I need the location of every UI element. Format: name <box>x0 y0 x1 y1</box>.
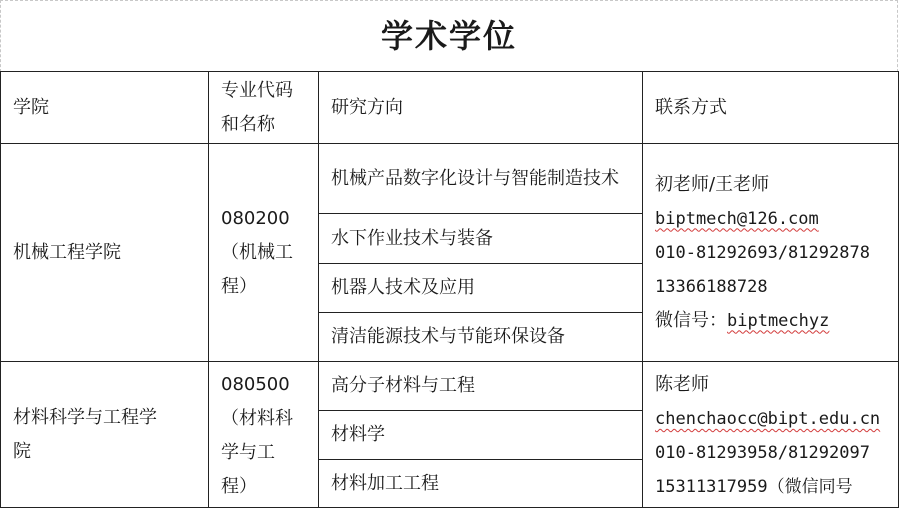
major-cell <box>209 362 319 508</box>
title-bar <box>0 0 898 72</box>
direction-cell: 机器人技术及应用 <box>319 264 643 313</box>
direction-cell: 水下作业技术与装备 <box>319 214 643 264</box>
major-name-line2: 学与工 <box>221 442 275 463</box>
direction-cell: 机械产品数字化设计与智能制造技术 <box>319 144 643 214</box>
contact-mobile: 15311317959（微信同号 <box>655 477 853 497</box>
programs-table <box>0 71 899 508</box>
contact-phone: 010-81292693/81292878 <box>655 242 870 263</box>
contact-cell <box>643 362 899 508</box>
major-name-line1: （材料科 <box>221 408 293 429</box>
header-major-line1: 专业代码 <box>221 79 293 101</box>
header-major-line2: 和名称 <box>221 113 275 135</box>
contact-email[interactable] <box>655 402 886 436</box>
direction-cell: 材料加工工程 <box>319 460 643 508</box>
college-cell <box>1 362 209 508</box>
major-code: 080200 <box>221 207 290 229</box>
contact-cell <box>643 144 899 362</box>
direction-cell: 清洁能源技术与节能环保设备 <box>319 313 643 362</box>
email-link[interactable]: chenchaocc@bipt.edu.cn <box>655 409 881 429</box>
table-row <box>1 362 899 411</box>
email-link[interactable]: biptmech@126.com <box>655 208 819 229</box>
contact-person: 初老师/王老师 <box>655 173 770 195</box>
direction-cell: 材料学 <box>319 411 643 460</box>
header-college: 学院 <box>1 72 209 144</box>
major-name-line3: 程） <box>221 476 257 497</box>
contact-person: 陈老师 <box>655 374 709 395</box>
contact-wechat <box>655 304 886 338</box>
college-line1: 材料科学与工程学 <box>13 406 157 428</box>
contact-mobile: 13366188728 <box>655 276 768 297</box>
major-cell <box>209 144 319 362</box>
header-contact: 联系方式 <box>643 72 899 144</box>
page-title: 学术学位 <box>380 16 517 55</box>
contact-email[interactable] <box>655 202 886 236</box>
header-major <box>209 72 319 144</box>
college-line2: 院 <box>13 440 31 462</box>
table-row <box>1 144 899 214</box>
major-name-line2: 程） <box>221 275 257 297</box>
wechat-id: biptmechyz <box>727 310 830 331</box>
college-cell: 机械工程学院 <box>1 144 209 362</box>
table-header-row <box>1 72 899 144</box>
major-code: 080500 <box>221 374 290 395</box>
wechat-label: 微信号： <box>655 309 727 331</box>
header-direction: 研究方向 <box>319 72 643 144</box>
direction-cell: 高分子材料与工程 <box>319 362 643 411</box>
contact-phone: 010-81293958/81292097 <box>655 443 870 463</box>
major-name-line1: （机械工 <box>221 241 293 263</box>
